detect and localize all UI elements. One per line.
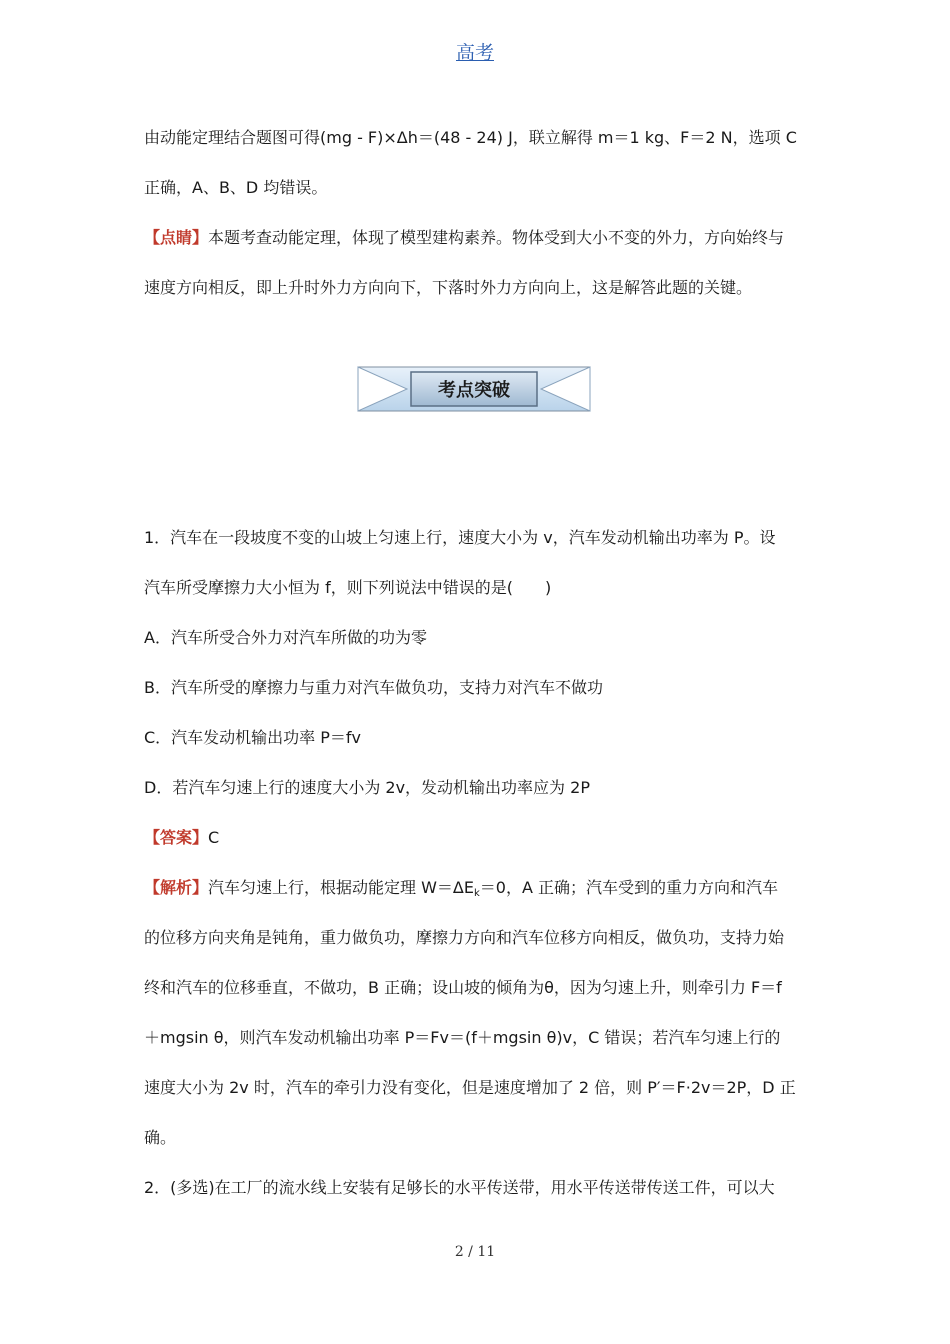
analysis-line-3: 终和汽车的位移垂直，不做功，B 正确；设山坡的倾角为θ，因为匀速上升，则牵引力 F＝f [144, 978, 782, 997]
section-banner [357, 366, 591, 412]
analysis-line-5: 速度大小为 2v 时，汽车的牵引力没有变化，但是速度增加了 2 倍，则 P′＝F·2v＝2P，D 正 [144, 1078, 796, 1097]
analysis-text-1b: ＝0，A 正确；汽车受到的重力方向和汽车 [479, 878, 778, 897]
answer-value: C [208, 828, 220, 847]
intro-line-2: 正确，A、B、D 均错误。 [144, 178, 328, 197]
intro-line-1: 由动能定理结合题图可得(mg - F)×Δh＝(48 - 24) J，联立解得 m＝1 kg、F＝2 N，选项 C [144, 128, 797, 147]
dianjing-text-1: 本题考查动能定理，体现了模型建构素养。物体受到大小不变的外力，方向始终与 [208, 228, 785, 247]
header-title[interactable]: 高考 [455, 42, 494, 64]
page-number: 2 / 11 [454, 1244, 496, 1260]
analysis-subscript-k: k [473, 888, 480, 899]
page-header [0, 38, 950, 65]
q1-line-1: 1．汽车在一段坡度不变的山坡上匀速上行，速度大小为 v，汽车发动机输出功率为 P。设 [144, 528, 776, 547]
q1-line-2: 汽车所受摩擦力大小恒为 f，则下列说法中错误的是( ) [144, 578, 552, 597]
analysis-line-6: 确。 [144, 1128, 177, 1147]
q2-line-1: 2．(多选)在工厂的流水线上安装有足够长的水平传送带，用水平传送带传送工件，可以大 [144, 1178, 775, 1197]
answer-tag: 【答案】 [144, 828, 209, 847]
analysis-line-4: ＋mgsin θ，则汽车发动机输出功率 P＝Fv＝(f＋mgsin θ)v，C 错误；若汽车匀速上行的 [144, 1028, 781, 1047]
answer-line [144, 826, 814, 850]
analysis-line-1 [144, 876, 814, 906]
q1-option-c: C．汽车发动机输出功率 P＝fv [144, 728, 362, 747]
q1-option-b: B．汽车所受的摩擦力与重力对汽车做负功，支持力对汽车不做功 [144, 678, 603, 697]
analysis-line-2: 的位移方向夹角是钝角，重力做负功，摩擦力方向和汽车位移方向相反，做负功，支持力始 [144, 928, 785, 947]
dianjing-line-1 [144, 226, 814, 250]
analysis-tag: 【解析】 [144, 878, 209, 897]
q1-option-d: D．若汽车匀速上行的速度大小为 2v，发动机输出功率应为 2P [144, 778, 590, 797]
section-banner-title: 考点突破 [438, 380, 510, 401]
dianjing-tag: 【点睛】 [144, 228, 209, 247]
analysis-text-1a: 汽车匀速上行，根据动能定理 W＝ΔE [208, 878, 474, 897]
q1-option-a: A．汽车所受合外力对汽车所做的功为零 [144, 628, 427, 647]
dianjing-line-2: 速度方向相反，即上升时外力方向向下，下落时外力方向向上，这是解答此题的关键。 [144, 278, 753, 297]
